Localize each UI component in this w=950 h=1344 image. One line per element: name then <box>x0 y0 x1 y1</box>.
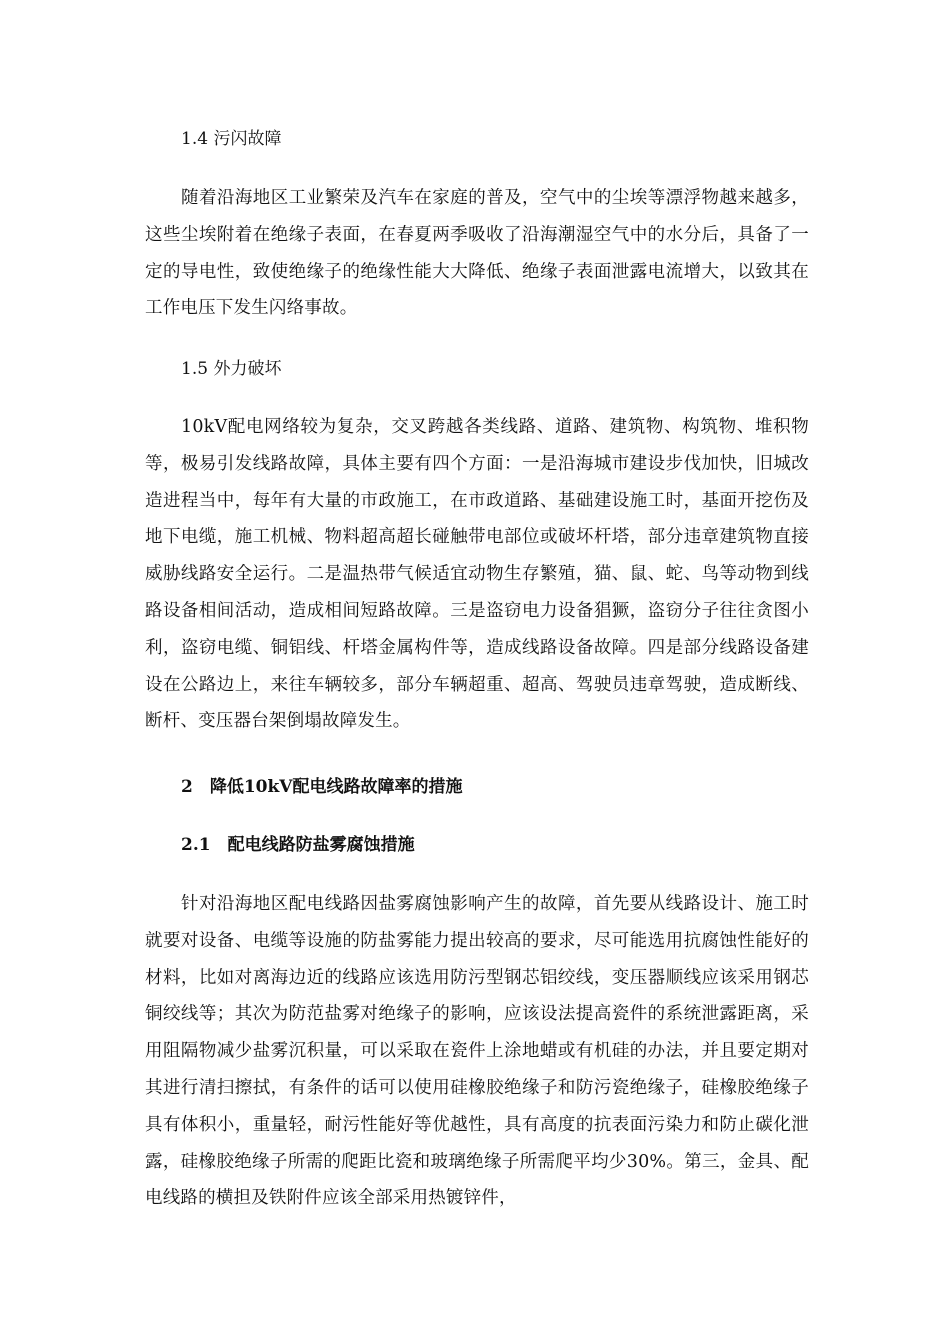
section-heading-2-1: 2.1 配电线路防盐雾腐蚀措施 <box>181 835 415 855</box>
section-heading-1-5: 1.5 外力破坏 <box>181 359 282 379</box>
section-paragraph-1-5: 10kV配电网络较为复杂，交叉跨越各类线路、道路、建筑物、构筑物、堆积物等，极易引发线路故障，具体主要有四个方面：一是沿海城市建设步伐加快，旧城改造进程当中，每年有大量的市政施工，在市政道路、基础建设施工时，基面开挖伤及地下电缆，施工机械、物料超高超长碰触带电部位或破坏杆塔，部分违章建筑物直接威胁线路安全运行。二是温热带气候适宜动物生存繁殖，猫、鼠、蛇、鸟等动物到线路设备相间活动，造成相间短路故障。三是盗窃电力设备猖獗，盗窃分子往往贪图小利，盗窃电缆、铜铝线、杆塔金属构件等，造成线路设备故障。四是部分线路设备建设在公路边上，来往车辆较多，部分车辆超重、超高、驾驶员违章驾驶，造成断线、断杆、变压器台架倒塌故障发生。 <box>145 417 809 732</box>
section-heading-2: 2 降低10kV配电线路故障率的措施 <box>181 777 463 797</box>
section-heading-1-4: 1.4 污闪故障 <box>181 129 282 149</box>
section-paragraph-2-1: 针对沿海地区配电线路因盐雾腐蚀影响产生的故障，首先要从线路设计、施工时就要对设备、电缆等设施的防盐雾能力提出较高的要求，尽可能选用抗腐蚀性能好的材料，比如对离海边近的线路应该选用防污型钢芯铝绞线，变压器顺线应该采用钢芯铜绞线等；其次为防范盐雾对绝缘子的影响，应该设法提高瓷件的系统泄露距离，采用阻隔物减少盐雾沉积量，可以采取在瓷件上涂地蜡或有机硅的办法，并且要定期对其进行清扫擦拭，有条件的话可以使用硅橡胶绝缘子和防污瓷绝缘子，硅橡胶绝缘子具有体积小，重量轻，耐污性能好等优越性，具有高度的抗表面污染力和防止碳化泄露，硅橡胶绝缘子所需的爬距比瓷和玻璃绝缘子所需爬平均少30%。第三，金具、配电线路的横担及铁附件应该全部采用热镀锌件， <box>145 894 809 1209</box>
section-paragraph-1-4: 随着沿海地区工业繁荣及汽车在家庭的普及，空气中的尘埃等漂浮物越来越多，这些尘埃附着在绝缘子表面，在春夏两季吸收了沿海潮湿空气中的水分后，具备了一定的导电性，致使绝缘子的绝缘性能大大降低、绝缘子表面泄露电流增大，以致其在工作电压下发生闪络事故。 <box>145 188 809 319</box>
